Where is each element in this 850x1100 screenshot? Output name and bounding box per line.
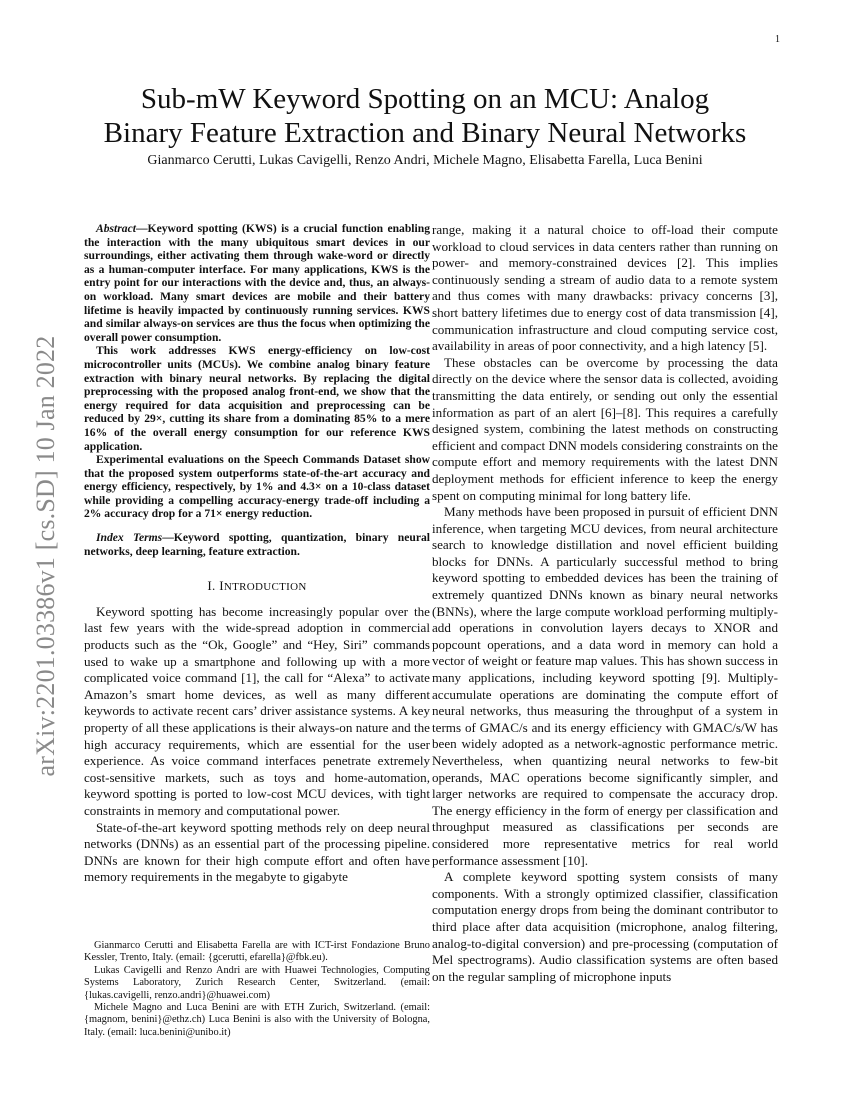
body-paragraph: These obstacles can be overcome by processing the data directly on the device where the sensor data is collected, avoiding transmitting the data entirely, or sending out only the essential information as part of an alert [6]–[8]. This requires a carefully designed system, combining the latest methods on constructing efficient and compact DNN models considering constraints on the compute effort and memory requirements with the latest DNN deployment methods for efficient inference to keep the energy spent on computing minimal for long battery life. bbox=[432, 354, 778, 503]
right-column bbox=[432, 222, 778, 985]
arxiv-stamp: arXiv:2201.03386v1 [cs.SD] 10 Jan 2022 bbox=[31, 335, 60, 777]
body-paragraph: A complete keyword spotting system consists of many components. With a strongly optimized classifier, classification computation energy drops from being the dominant contributor to third place after data acquisition (microphone, analog filtering, analog-to-digital conversion) and pre-processing (computation of Mel spectrograms). Audio classification systems are often based on the regular sampling of microphone inputs bbox=[432, 869, 778, 984]
section-heading-introduction bbox=[84, 578, 430, 596]
abstract bbox=[84, 222, 430, 521]
section-numeral: I. I bbox=[207, 578, 224, 594]
footnote: Gianmarco Cerutti and Elisabetta Farella are with ICT-irst Fondazione Bruno Kessler, Trento, Italy. (email: {gcerutti, efarella}@fbk.eu). bbox=[84, 940, 430, 964]
footnotes bbox=[84, 940, 430, 1039]
index-terms-label: Index Terms bbox=[96, 531, 163, 545]
body-paragraph: Keyword spotting has become increasingly popular over the last few years with the wide-spread adoption in commercial products such as the “Ok, Google” and “Hey, Siri” commands used to wake up a smartphone and following up with a more complicated voice command [1], the call for “Alexa” to activate Amazon’s smart home devices, as well as many different keywords to activate recent cars’ driver assistance systems. A key property of all these applications is their always-on nature and the high accuracy requirements, which are essential for the user experience. As voice command interfaces penetrate extremely cost-sensitive markets, such as toys and home-automation, keyword spotting is ported to low-cost MCU devices, with tight constraints in memory and computational power. bbox=[84, 603, 430, 818]
abstract-label: Abstract bbox=[96, 222, 136, 235]
title-line-1: Sub-mW Keyword Spotting on an MCU: Analog bbox=[140, 83, 710, 115]
right-body bbox=[432, 222, 778, 985]
abstract-paragraph-3: Experimental evaluations on the Speech Commands Dataset show that the proposed system outperforms state-of-the-art accuracy and energy efficiency, respectively, by 1% and 4.3× on a 10-class dataset while providing a compelling accuracy-energy trade-off including a 2% accuracy drop for a 71× energy reduction. bbox=[84, 453, 430, 521]
page-number: 1 bbox=[775, 34, 780, 45]
author-list: Gianmarco Cerutti, Lukas Cavigelli, Renzo Andri, Michele Magno, Elisabetta Farella, Luca Benini bbox=[147, 153, 703, 168]
index-terms-text: —Keyword spotting, quantization, binary neural networks, deep learning, feature extraction. bbox=[84, 531, 430, 558]
body-paragraph: range, making it a natural choice to off-load their compute workload to cloud services in data centers rather than running on power- and memory-constrained devices [2]. This implies continuously sending a stream of audio data to a remote system and thus comes with many drawbacks: privacy concerns [3], short battery lifetimes due to energy cost of data transmission [4], communication infrastructure and cloud computing service cost, availability in areas of poor connectivity, and a high latency [5]. bbox=[432, 222, 778, 354]
body-paragraph: Many methods have been proposed in pursuit of efficient DNN inference, when targeting MCU devices, from neural architecture search to knowledge distillation and novel efficient building blocks for DNNs. A particularly successful method to bring keyword spotting to embedded devices has been the training of extremely quantized DNNs known as binary neural networks (BNNs), where the large compute workload performing multiply-add operations in convolution layers decays to XNOR and popcount operations, and a data word in memory can hold a vector of weight or feature map values. This has shown success in many applications, including keyword spotting [9]. Multiply-accumulate operations are dominating the compute effort of neural networks, thus measuring the throughput of a system in terms of GMAC/s and its energy efficiency with GMAC/s/W has been widely adopted as a network-agnostic performance metric. Nevertheless, when quantizing neural networks to few-bit operands, MAC operations become significantly simpler, and larger networks are required to compensate the accuracy drop. The energy efficiency in the form of energy per classification and throughput measured as classifications per seconds are considered more representative metrics for real world performance assessment [10]. bbox=[432, 504, 778, 868]
title-line-2: Binary Feature Extraction and Binary Neural Networks bbox=[103, 117, 747, 149]
footnote: Michele Magno and Luca Benini are with ETH Zurich, Switzerland. (email: {magnom, benini}@ethz.ch) Luca Benini is also with the University of Bologna, Italy. (email: luca.benini@unibo.it) bbox=[84, 1002, 430, 1038]
left-body bbox=[84, 604, 430, 886]
section-title-rest: NTRODUCTION bbox=[223, 581, 307, 594]
footnote: Lukas Cavigelli and Renzo Andri are with Huawei Technologies, Computing Systems Laboratory, Zurich Research Center, Switzerland. (email: {lukas.cavigelli, renzo.andri}@huawei.com) bbox=[84, 964, 430, 1001]
abstract-paragraph-2: This work addresses KWS energy-efficiency on low-cost microcontroller units (MCUs). We combine analog binary feature extraction with binary neural networks. By replacing the digital preprocessing with the proposed analog front-end, we show that the energy required for data acquisition and preprocessing can be reduced by 29×, cutting its share from a dominating 85% to a mere 16% of the overall energy consumption for our reference KWS application. bbox=[84, 344, 430, 453]
index-terms bbox=[84, 531, 430, 558]
abstract-text-1: —Keyword spotting (KWS) is a crucial function enabling the interaction with the many ubiquitous smart devices in our surroundings, either activating them through wake-word or directly as a human-computer interface. For many applications, KWS is the entry point for our interactions with the device and, thus, an always-on workload. Many smart devices are mobile and their battery lifetime is heavily impacted by continuously running services. KWS and similar always-on services are thus the focus when optimizing the overall power consumption. bbox=[84, 222, 430, 344]
left-column bbox=[84, 222, 430, 886]
abstract-paragraph-1 bbox=[84, 222, 430, 344]
paper-title bbox=[70, 82, 780, 150]
body-paragraph: State-of-the-art keyword spotting methods rely on deep neural networks (DNNs) as an essential part of the processing pipeline. DNNs are known for their high compute effort and often have memory requirements in the megabyte to gigabyte bbox=[84, 819, 430, 885]
